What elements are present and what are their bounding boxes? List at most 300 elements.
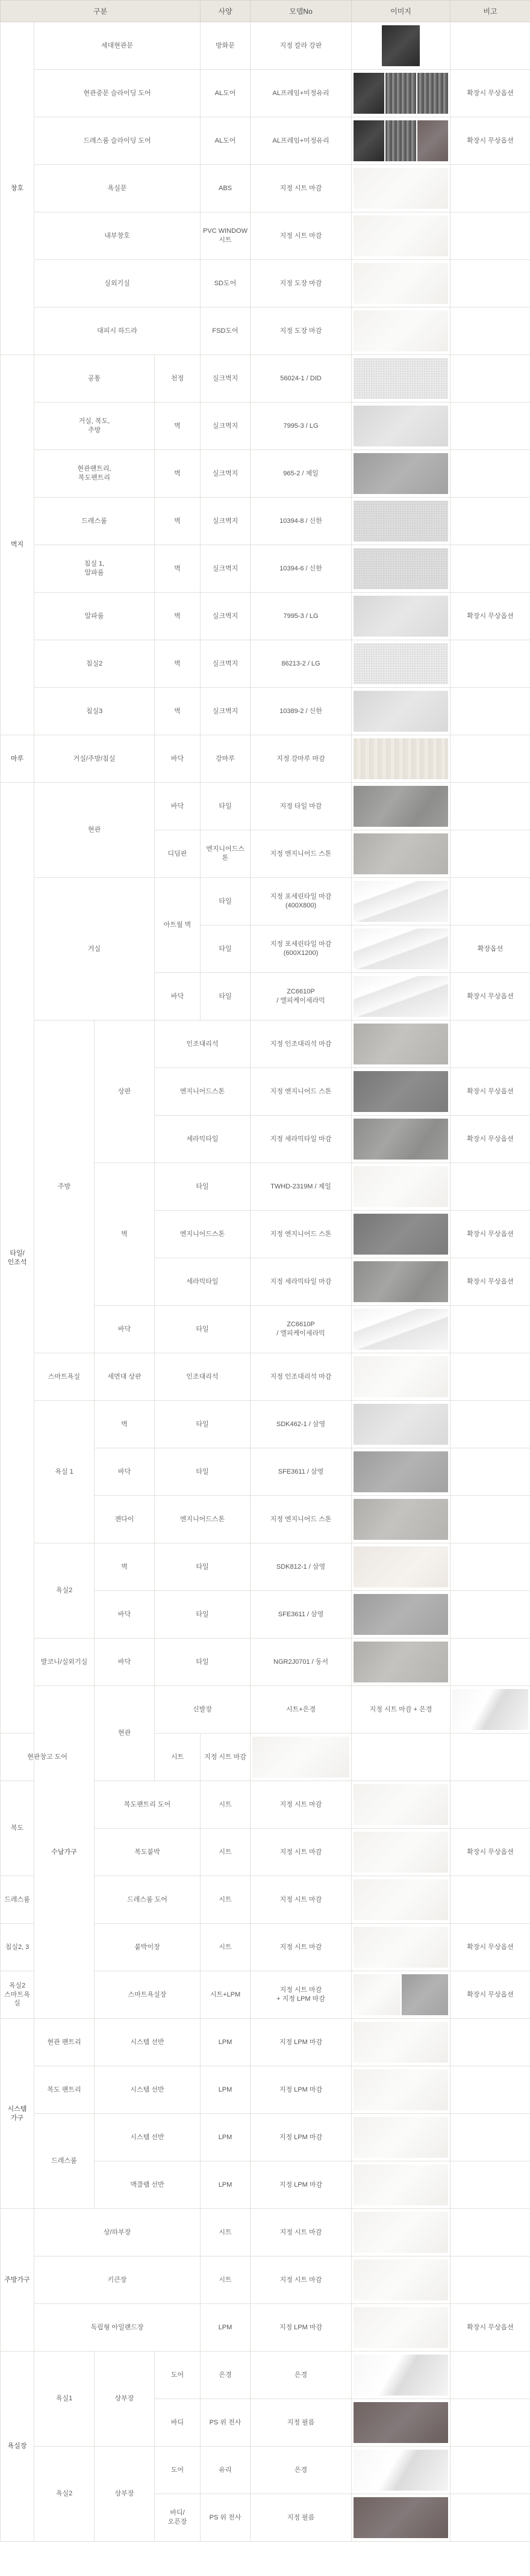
- image-cell: [352, 2494, 450, 2542]
- model-cell: 지정 칼라 강판: [251, 22, 352, 70]
- image-cell: [352, 1829, 450, 1876]
- item-label: 거실: [34, 878, 155, 1021]
- part-cell: 바디/ 오픈장: [155, 2494, 201, 2542]
- model-cell: 7995-3 / LG: [251, 403, 352, 450]
- item-label: 침실 1, 알파룸: [34, 545, 155, 593]
- image-cell: [352, 212, 450, 260]
- location-cell: 아트월 벽: [155, 878, 201, 973]
- table-row: [1, 260, 530, 307]
- note-cell: [450, 1353, 530, 1401]
- spec-cell: 실크벽지: [201, 450, 251, 498]
- image-cell: [352, 2161, 450, 2209]
- table-row: [1, 1734, 530, 1781]
- swatch-image: [354, 596, 448, 637]
- spec-cell: 실크벽지: [201, 593, 251, 640]
- table-row: [1, 2304, 530, 2352]
- image-cell: [352, 2399, 450, 2447]
- table-row: [1, 1543, 530, 1591]
- table-row: [1, 117, 530, 165]
- model-cell: 지정 인조대리석 마감: [251, 1021, 352, 1068]
- swatch-image: [354, 643, 448, 684]
- item-label: 세대현관문: [34, 22, 201, 70]
- image-cell: [352, 2304, 450, 2352]
- swatch-image: [354, 215, 448, 256]
- model-cell: 지정 엔지니어드 스톤: [251, 1068, 352, 1116]
- spec-cell: LPM: [201, 2066, 251, 2114]
- model-cell: AL프레임+미정유리: [251, 117, 352, 165]
- location-cell: 바닥: [95, 1306, 155, 1353]
- note-cell: 확장옵션: [450, 925, 530, 973]
- image-cell: [352, 2447, 450, 2494]
- note-cell: [450, 830, 530, 878]
- location-cell: 신발장: [155, 1686, 251, 1734]
- spec-cell: LPM: [201, 2161, 251, 2209]
- image-cell: [352, 2209, 450, 2256]
- image-cell: [352, 1543, 450, 1591]
- spec-cell: 실크벽지: [201, 640, 251, 688]
- spec-cell: AL도어: [201, 117, 251, 165]
- marble-swatch-image: [354, 1309, 448, 1350]
- note-cell: 확장시 무상옵션: [450, 1829, 530, 1876]
- spec-cell: 타일: [155, 1448, 251, 1496]
- item-label: 욕실2: [34, 2447, 95, 2542]
- location-cell: 바닥: [155, 783, 201, 830]
- note-cell: [450, 2209, 530, 2256]
- note-cell: [450, 1496, 530, 1543]
- image-cell: [352, 1876, 450, 1924]
- table-row: [1, 2066, 530, 2114]
- swatch-image: [354, 1261, 448, 1302]
- spec-cell: 유리: [201, 2447, 251, 2494]
- section-flooring: 마루: [1, 735, 34, 783]
- note-cell: [450, 355, 530, 403]
- image-cell: [352, 1116, 450, 1163]
- spec-cell: 타일: [155, 1543, 251, 1591]
- image-cell: [352, 403, 450, 450]
- image-cell: [352, 878, 450, 925]
- note-cell: [450, 1163, 530, 1211]
- note-cell: [450, 212, 530, 260]
- item-label: 침실2: [34, 640, 155, 688]
- swatch-image: [354, 2307, 448, 2348]
- model-cell: SFE3611 / 삼영: [251, 1448, 352, 1496]
- table-row: [1, 688, 530, 735]
- note-cell: [450, 735, 530, 783]
- swatch-image: [354, 2117, 448, 2158]
- image-cell: [352, 307, 450, 355]
- swatch-image: [354, 358, 448, 399]
- header-row: [1, 1, 530, 22]
- note-cell: 확장시 무상옵션: [450, 593, 530, 640]
- table-row: [1, 783, 530, 830]
- swatch-image: [354, 1784, 448, 1825]
- image-cell: [352, 688, 450, 735]
- swatch-image: [354, 2497, 448, 2538]
- spec-cell: PVC WINDOW 시트: [201, 212, 251, 260]
- item-label: 현관팬트리, 복도팬트리: [34, 450, 155, 498]
- location-cell: 벽: [155, 593, 201, 640]
- location-cell: 천정: [155, 355, 201, 403]
- location-cell: 상판: [95, 1021, 155, 1163]
- model-cell: 965-2 / 제일: [251, 450, 352, 498]
- image-cell: [352, 545, 450, 593]
- spec-cell: 타일: [201, 973, 251, 1021]
- table-row: [1, 545, 530, 593]
- image-cell: [352, 1401, 450, 1448]
- note-cell: [450, 2447, 530, 2494]
- note-cell: [352, 1734, 450, 1781]
- image-cell: [352, 70, 450, 117]
- spec-cell: SD도어: [201, 260, 251, 307]
- header-spec: 사양: [201, 1, 251, 22]
- note-cell: 확장시 무상옵션: [450, 117, 530, 165]
- model-cell: 지정 시트 마감: [251, 2256, 352, 2304]
- model-cell: 7995-3 / LG: [251, 593, 352, 640]
- wood-floor-swatch-image: [354, 738, 448, 779]
- table-row: [1, 307, 530, 355]
- note-cell: [450, 545, 530, 593]
- note-cell: [450, 307, 530, 355]
- item-label: 발코니/실외기실: [34, 1639, 95, 1686]
- spec-cell: 세라믹타일: [155, 1258, 251, 1306]
- table-row: [1, 450, 530, 498]
- image-cell: [352, 925, 450, 973]
- image-cell: [352, 973, 450, 1021]
- swatch-image: [354, 2402, 448, 2443]
- spec-cell: 시트: [201, 2209, 251, 2256]
- model-cell: 지정 시트 마감: [251, 1924, 352, 1971]
- model-cell: TWHD-2319M / 제일: [251, 1163, 352, 1211]
- table-row: [1, 403, 530, 450]
- item-label: 욕실2: [34, 1543, 95, 1639]
- table-row: [1, 640, 530, 688]
- note-cell: [450, 688, 530, 735]
- location-cell: 바닥: [155, 735, 201, 783]
- spec-cell: 시트: [155, 1734, 201, 1781]
- image-cell: [352, 1353, 450, 1401]
- swatch-image: [354, 1166, 448, 1207]
- door-swatch-image: [382, 25, 420, 66]
- section-storage: 수납가구: [34, 1686, 95, 2019]
- image-cell: [352, 450, 450, 498]
- location-cell: 바닥: [155, 973, 201, 1021]
- model-cell: 지정 시트 마감 + 은경: [352, 1686, 450, 1734]
- location-cell: 바닥: [95, 1591, 155, 1639]
- spec-cell: 인조대리석: [155, 1353, 251, 1401]
- model-cell: 지정 시트 마감: [251, 1781, 352, 1829]
- swatch-image: [252, 1737, 349, 1778]
- image-cell: [352, 1163, 450, 1211]
- section-system-furniture: 시스템 가구: [1, 2019, 34, 2209]
- image-cell: [352, 1021, 450, 1068]
- header-category: 구분: [1, 1, 201, 22]
- image-cell: [352, 1448, 450, 1496]
- swatch-image: [354, 406, 448, 446]
- image-cell: [450, 1686, 530, 1734]
- mirror-swatch-image: [452, 1689, 528, 1730]
- header-image: 이미지: [352, 1, 450, 22]
- spec-cell: 타일: [155, 1401, 251, 1448]
- image-cell: [352, 2256, 450, 2304]
- spec-cell: 실크벽지: [201, 355, 251, 403]
- marble-swatch-image: [354, 928, 448, 969]
- location-cell: 벽: [155, 545, 201, 593]
- part-cell: 도어: [155, 2352, 201, 2399]
- image-cell: [352, 593, 450, 640]
- item-label: 욕실 1: [34, 1401, 95, 1543]
- section-kitchen-furniture: 주방가구: [1, 2209, 34, 2352]
- image-cell: [352, 2114, 450, 2161]
- model-cell: 지정 시트 마감: [251, 165, 352, 212]
- location-cell: 상부장: [95, 2447, 155, 2542]
- item-label: 욕실문: [34, 165, 201, 212]
- note-cell: [450, 1401, 530, 1448]
- mirror-swatch-image: [354, 2450, 448, 2491]
- header-note: 비고: [450, 1, 530, 22]
- item-label: 내부창호: [34, 212, 201, 260]
- spec-cell: 시트+은경: [251, 1686, 352, 1734]
- table-row: [1, 355, 530, 403]
- location-cell: 복도붙박: [95, 1829, 201, 1876]
- spec-cell: 실크벽지: [201, 403, 251, 450]
- model-cell: 10394-8 / 신한: [251, 498, 352, 545]
- note-cell: [450, 2019, 530, 2066]
- location-cell: 복도팬트리 도어: [95, 1781, 201, 1829]
- image-cell: [352, 640, 450, 688]
- note-cell: [450, 1781, 530, 1829]
- item-label: 드레스룸: [34, 2114, 95, 2209]
- note-cell: [450, 2494, 530, 2542]
- part-cell: 도어: [155, 2447, 201, 2494]
- note-cell: [450, 1876, 530, 1924]
- note-cell: 확장시 무상옵션: [450, 1068, 530, 1116]
- model-cell: 지정 시트 마감: [201, 1734, 251, 1781]
- image-cell: [352, 1496, 450, 1543]
- location-cell: 벽: [155, 450, 201, 498]
- swatch-image: [354, 1214, 448, 1255]
- swatch-image: [354, 1974, 448, 2015]
- table-row: [1, 1401, 530, 1448]
- location-cell: 젠다이: [95, 1496, 155, 1543]
- spec-cell: 시트: [201, 1924, 251, 1971]
- swatch-image: [354, 2022, 448, 2063]
- model-cell: 56024-1 / DID: [251, 355, 352, 403]
- note-cell: [450, 2161, 530, 2209]
- spec-cell: AL도어: [201, 70, 251, 117]
- note-cell: [450, 2352, 530, 2399]
- item-label: 복도 팬트리: [34, 2066, 95, 2114]
- spec-cell: ABS: [201, 165, 251, 212]
- image-cell: [352, 1591, 450, 1639]
- model-cell: 지정 도장 마감: [251, 260, 352, 307]
- model-cell: ZC6610P / 엘피케이세라믹: [251, 973, 352, 1021]
- note-cell: [450, 878, 530, 925]
- spec-cell: 실크벽지: [201, 688, 251, 735]
- note-cell: 확장시 무상옵션: [450, 973, 530, 1021]
- note-cell: [450, 2256, 530, 2304]
- model-cell: 지정 강마루 마감: [251, 735, 352, 783]
- image-cell: [352, 830, 450, 878]
- table-row: [1, 2447, 530, 2494]
- location-cell: 벽: [155, 498, 201, 545]
- spec-cell: 강마루: [201, 735, 251, 783]
- item-label: 주방: [34, 1021, 95, 1353]
- item-label: 침실3: [34, 688, 155, 735]
- sliding-door-swatch-image: [354, 120, 448, 161]
- spec-cell: 타일: [155, 1306, 251, 1353]
- table-row: [1, 1353, 530, 1401]
- swatch-image: [354, 1499, 448, 1540]
- spec-cell: 은경: [201, 2352, 251, 2399]
- model-cell: 지정 LPM 마감: [251, 2161, 352, 2209]
- model-cell: SFE3611 / 삼영: [251, 1591, 352, 1639]
- model-cell: 지정 도장 마감: [251, 307, 352, 355]
- note-cell: [450, 1543, 530, 1591]
- spec-cell: 방화문: [201, 22, 251, 70]
- image-cell: [352, 355, 450, 403]
- item-label: 욕실1: [34, 2352, 95, 2447]
- item-label: 실외기실: [34, 260, 201, 307]
- item-label: 드레스룸: [1, 1876, 34, 1924]
- location-cell: 벽: [95, 1163, 155, 1306]
- table-row: [1, 1021, 530, 1068]
- location-cell: 바닥: [95, 1639, 155, 1686]
- spec-cell: 세라믹타일: [155, 1116, 251, 1163]
- swatch-image: [354, 1024, 448, 1064]
- image-cell: [352, 498, 450, 545]
- model-cell: 지정 시트 마감: [251, 1829, 352, 1876]
- swatch-image: [354, 833, 448, 874]
- table-row: [1, 2352, 530, 2399]
- table-row: [1, 2209, 530, 2256]
- spec-cell: LPM: [201, 2114, 251, 2161]
- model-cell: 지정 엔지니어드 스톤: [251, 1211, 352, 1258]
- model-cell: 지정 LPM 마감: [251, 2304, 352, 2352]
- model-cell: 지정 LPM 마감: [251, 2019, 352, 2066]
- spec-cell: 엔지니어드스톤: [201, 830, 251, 878]
- spec-cell: 인조대리석: [155, 1021, 251, 1068]
- image-cell: [352, 1971, 450, 2019]
- item-label: 드레스룸 슬라이딩 도어: [34, 117, 201, 165]
- swatch-image: [354, 2069, 448, 2110]
- swatch-image: [354, 1546, 448, 1587]
- note-cell: [450, 165, 530, 212]
- image-cell: [352, 735, 450, 783]
- location-cell: 맥클램 선반: [95, 2161, 201, 2209]
- model-cell: 지정 포세린타일 마감 (400X800): [251, 878, 352, 925]
- mirror-swatch-image: [354, 2355, 448, 2395]
- table-row: [1, 22, 530, 70]
- swatch-image: [354, 1642, 448, 1682]
- note-cell: [450, 22, 530, 70]
- item-label: 현관중문 슬라이딩 도어: [34, 70, 201, 117]
- model-cell: 지정 시트 마감: [251, 1876, 352, 1924]
- swatch-image: [354, 786, 448, 827]
- item-label: 욕실2 스마트욕실: [1, 1971, 34, 2019]
- note-cell: [450, 260, 530, 307]
- spec-cell: 시트: [201, 1781, 251, 1829]
- table-row: [1, 2256, 530, 2304]
- image-cell: [352, 117, 450, 165]
- spec-cell: PS 위 전사: [201, 2399, 251, 2447]
- note-cell: [450, 2066, 530, 2114]
- swatch-image: [354, 691, 448, 732]
- note-cell: [450, 2114, 530, 2161]
- table-row: [1, 2019, 530, 2066]
- model-cell: 지정 타일 마감: [251, 783, 352, 830]
- spec-cell: 실크벽지: [201, 545, 251, 593]
- spec-cell: 타일: [201, 878, 251, 925]
- location-cell: 상부장: [95, 2352, 155, 2447]
- note-cell: [450, 1591, 530, 1639]
- location-cell: 드레스룸 도어: [95, 1876, 201, 1924]
- table-row: [1, 878, 530, 925]
- note-cell: [450, 1306, 530, 1353]
- spec-cell: 시트+LPM: [201, 1971, 251, 2019]
- swatch-image: [354, 1119, 448, 1160]
- model-cell: 은경: [251, 2352, 352, 2399]
- location-cell: 바닥: [95, 1448, 155, 1496]
- model-cell: 지정 시트 마감: [251, 2209, 352, 2256]
- spec-cell: 타일: [155, 1163, 251, 1211]
- location-cell: 디딤판: [155, 830, 201, 878]
- swatch-image: [354, 168, 448, 209]
- table-row: [1, 212, 530, 260]
- note-cell: [450, 450, 530, 498]
- swatch-image: [354, 310, 448, 351]
- note-cell: [450, 640, 530, 688]
- location-cell: 벽: [155, 640, 201, 688]
- location-cell: 시스템 선반: [95, 2066, 201, 2114]
- swatch-image: [354, 453, 448, 494]
- spec-cell: LPM: [201, 2019, 251, 2066]
- item-label: 상/하부장: [34, 2209, 201, 2256]
- swatch-image: [354, 263, 448, 304]
- table-row: [1, 70, 530, 117]
- note-cell: 확장시 무상옵션: [450, 1116, 530, 1163]
- section-windows: 창호: [1, 22, 34, 355]
- part-cell: 바디: [155, 2399, 201, 2447]
- image-cell: [352, 1639, 450, 1686]
- spec-cell: 엔지니어드스톤: [155, 1496, 251, 1543]
- spec-cell: 타일: [155, 1639, 251, 1686]
- model-cell: 지정 세라믹타일 마감: [251, 1258, 352, 1306]
- swatch-image: [354, 1451, 448, 1492]
- note-cell: 확장시 무상옵션: [450, 1924, 530, 1971]
- image-cell: [251, 1734, 352, 1781]
- note-cell: 확장시 무상옵션: [450, 1258, 530, 1306]
- spec-cell: 엔지니어드스톤: [155, 1211, 251, 1258]
- image-cell: [352, 165, 450, 212]
- model-cell: 은경: [251, 2447, 352, 2494]
- table-row: [1, 593, 530, 640]
- note-cell: [450, 1021, 530, 1068]
- location-cell: 세면대 상판: [95, 1353, 155, 1401]
- note-cell: 확장시 무상옵션: [450, 2304, 530, 2352]
- location-cell: 벽: [95, 1543, 155, 1591]
- sliding-door-swatch-image: [354, 73, 448, 114]
- swatch-image: [354, 1404, 448, 1445]
- marble-swatch-image: [354, 976, 448, 1017]
- item-label: 침실2, 3: [1, 1924, 34, 1971]
- image-cell: [352, 1068, 450, 1116]
- location-cell: 시스템 선반: [95, 2114, 201, 2161]
- swatch-image: [354, 1071, 448, 1112]
- spec-cell: 시트: [201, 2256, 251, 2304]
- item-label: 거실/주방/침실: [34, 735, 155, 783]
- image-cell: [352, 22, 450, 70]
- model-cell: 86213-2 / LG: [251, 640, 352, 688]
